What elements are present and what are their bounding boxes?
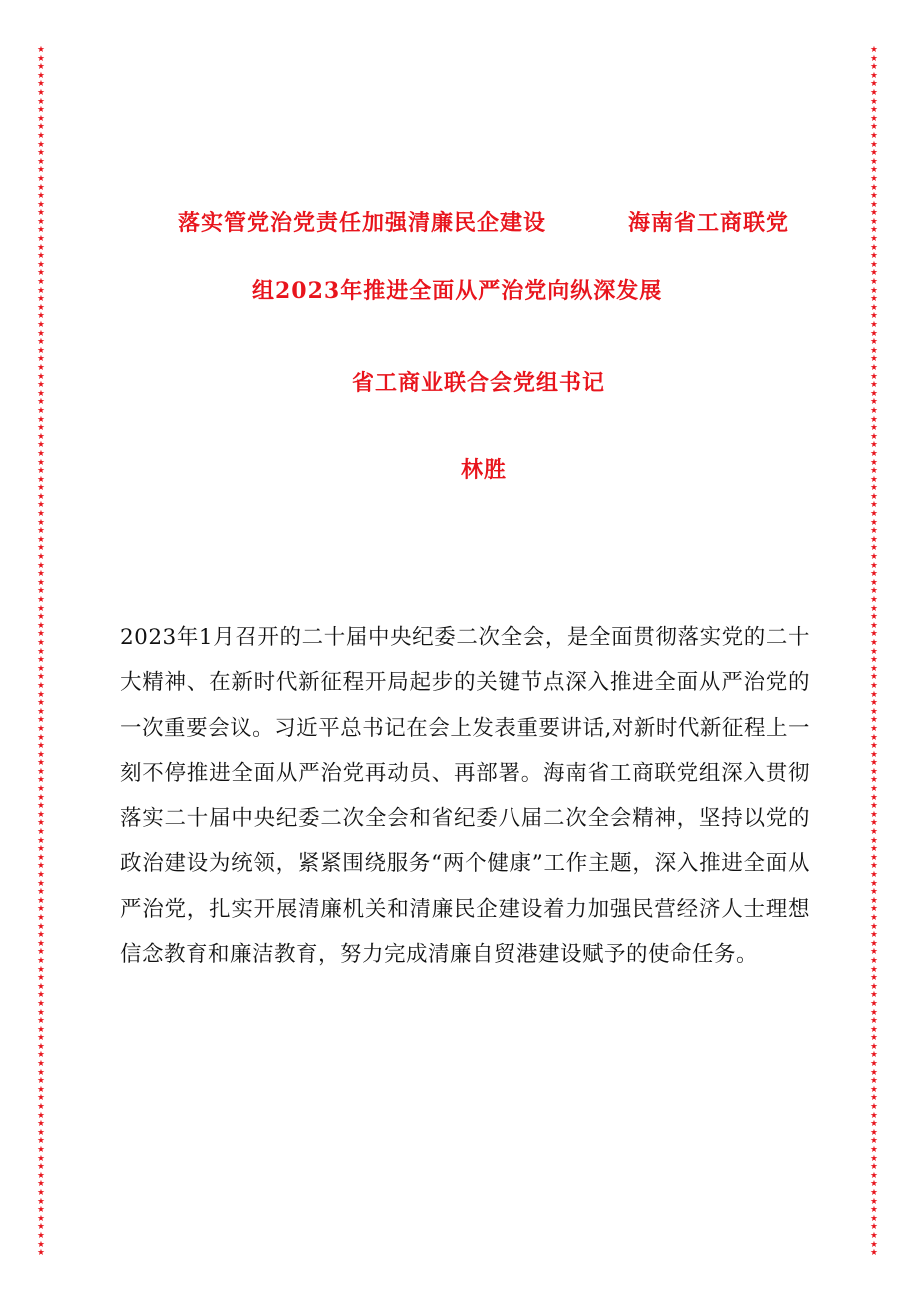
title-line-2: 组2023年推进全面从严治党向纵深发展 xyxy=(252,278,663,304)
title-line-1-right: 海南省工商联党 xyxy=(628,210,790,236)
title-line-1: 落实管党治党责任加强清廉民企建设 xyxy=(178,210,547,236)
body-paragraph: 2023年1月召开的二十届中央纪委二次全会，是全面贯彻落实党的二十大精神、在新时代新征程开局起步的关键节点深入推进全面从严治党的一次重要会议。习近平总书记在会上发表重要讲话,对新时代新征程上一刻不停推进全面从严治党再动员、再部署。海南省工商联党组深入贯彻落实二十届中央纪委二次全会和省纪委八届二次全会精神，坚持以党的政治建设为统领，紧紧围绕服务“两个健康”工作主题，深入推进全面从严治党，扎实开展清廉机关和清廉民企建设着力加强民营经济人士理想信念教育和廉洁教育，努力完成清廉自贸港建设赋予的使命任务。 xyxy=(120,625,810,968)
right-star-border: ★ ★ ★ ★ ★ ★ ★ ★ ★ ★ ★ ★ ★ ★ ★ ★ ★ ★ ★ ★ ★ ★ ★ ★ ★ ★ ★ ★ ★ ★ ★ ★ ★ ★ ★ ★ ★ ★ ★ ★ ★ ★ ★ ★ ★ ★ ★ ★ ★ ★ ★ ★ ★ ★ ★ ★ ★ ★ ★ ★ ★ ★ ★ ★ ★ ★ ★ ★ ★ ★ ★ ★ ★ ★ ★ ★ ★ ★ ★ ★ ★ ★ ★ ★ ★ ★ ★ ★ ★ ★ ★ ★ ★ ★ ★ ★ ★ ★ ★ ★ ★ ★ ★ ★ ★ ★ ★ ★ ★ ★ ★ ★ ★ ★ ★ ★ ★ ★ ★ ★ ★ ★ ★ ★ ★ ★ ★ ★ ★ ★ ★ ★ ★ ★ ★ ★ ★ ★ ★ ★ ★ xyxy=(870,46,878,1256)
author-organization: 省工商业联合会党组书记 xyxy=(352,370,606,396)
author-name: 林胜 xyxy=(461,457,508,483)
left-star-border: ★ ★ ★ ★ ★ ★ ★ ★ ★ ★ ★ ★ ★ ★ ★ ★ ★ ★ ★ ★ ★ ★ ★ ★ ★ ★ ★ ★ ★ ★ ★ ★ ★ ★ ★ ★ ★ ★ ★ ★ ★ ★ ★ ★ ★ ★ ★ ★ ★ ★ ★ ★ ★ ★ ★ ★ ★ ★ ★ ★ ★ ★ ★ ★ ★ ★ ★ ★ ★ ★ ★ ★ ★ ★ ★ ★ ★ ★ ★ ★ ★ ★ ★ ★ ★ ★ ★ ★ ★ ★ ★ ★ ★ ★ ★ ★ ★ ★ ★ ★ ★ ★ ★ ★ ★ ★ ★ ★ ★ ★ ★ ★ ★ ★ ★ ★ ★ ★ ★ ★ ★ ★ ★ ★ ★ ★ ★ ★ ★ ★ ★ ★ ★ ★ ★ ★ ★ ★ ★ ★ ★ xyxy=(37,46,45,1256)
